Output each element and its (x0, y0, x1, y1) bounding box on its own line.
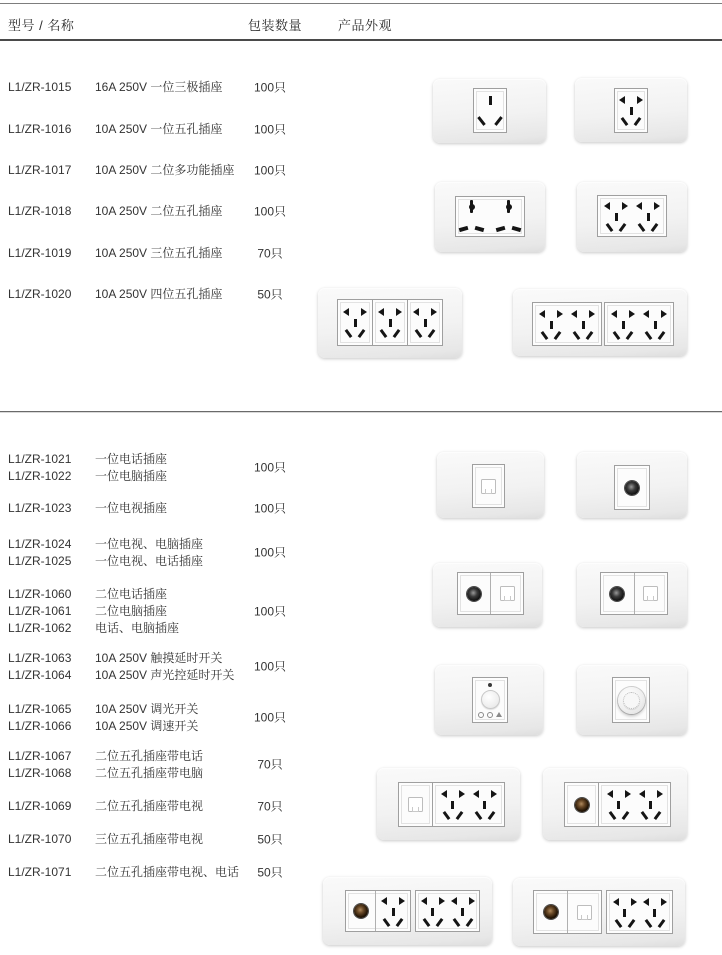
table-row (0, 203, 330, 220)
product-photo-1060-1062 (577, 563, 687, 627)
model-code: L1/ZR-1067 (8, 749, 72, 763)
pack-quantity: 100只 (253, 710, 287, 725)
section-divider (0, 411, 722, 412)
product-photo-1021-1022 (437, 452, 544, 518)
model-code: L1/ZR-1069 (8, 799, 72, 813)
tv-connector-icon (564, 782, 599, 827)
model-name: 一位电话插座 (95, 452, 168, 466)
model-name: 二位电话插座 (95, 587, 168, 601)
model-code: L1/ZR-1062 (8, 621, 72, 635)
model-code: L1/ZR-1065 (8, 702, 72, 716)
double-five-hole-socket-icon (604, 302, 674, 346)
tv-connector-icon (614, 465, 650, 510)
model-code: L1/ZR-1071 (8, 865, 72, 879)
column-header-quantity: 包装数量 (248, 18, 303, 33)
model-code: L1/ZR-1017 (8, 163, 72, 177)
model-code: L1/ZR-1018 (8, 204, 72, 218)
phone-jack-icon (398, 782, 433, 827)
tv-and-jack-module (533, 890, 602, 934)
product-photo-1017 (435, 182, 545, 252)
tv-and-jack-module (600, 572, 668, 615)
model-name: 一位电视插座 (95, 501, 168, 515)
pack-quantity: 100只 (253, 659, 287, 674)
five-hole-socket-icon (375, 891, 410, 931)
top-rule (0, 3, 722, 4)
product-photo-1018 (577, 182, 687, 252)
model-name: 10A 250V 触摸延时开关 (95, 651, 223, 665)
three-pole-socket-icon (473, 88, 507, 133)
pack-quantity: 70只 (257, 246, 283, 260)
table-row (0, 245, 330, 262)
product-photo-1071 (513, 878, 685, 946)
model-name: 一位电视、电话插座 (95, 554, 204, 568)
pack-quantity: 100只 (253, 604, 287, 618)
model-name: 10A 250V 调光开关 (95, 702, 199, 716)
tv-and-socket-module (345, 890, 411, 932)
pack-quantity: 50只 (257, 832, 283, 846)
product-photo-1069 (543, 768, 687, 840)
table-row (0, 650, 330, 684)
header-rule (0, 39, 722, 41)
table-row (0, 121, 330, 138)
model-name: 10A 250V 二位多功能插座 (95, 163, 235, 177)
model-name: 16A 250V 一位三极插座 (95, 80, 223, 94)
model-name: 10A 250V 四位五孔插座 (95, 287, 223, 301)
model-code: L1/ZR-1061 (8, 604, 72, 618)
product-photo-1063-1064 (435, 665, 543, 735)
model-code: L1/ZR-1068 (8, 766, 72, 780)
model-name: 电话、电脑插座 (95, 621, 180, 635)
model-code: L1/ZR-1016 (8, 122, 72, 136)
table-row (0, 586, 330, 637)
double-five-hole-socket-icon (597, 195, 667, 237)
table-row (0, 798, 330, 815)
table-row (0, 748, 330, 782)
five-hole-socket-icon (337, 299, 373, 346)
product-photo-1023 (577, 452, 687, 518)
multi-function-socket-icon (455, 196, 525, 237)
table-row (0, 286, 330, 303)
tv-connector-icon (346, 891, 375, 931)
table-row (0, 864, 330, 881)
model-name: 10A 250V 三位五孔插座 (95, 246, 223, 260)
model-name: 一位电脑插座 (95, 469, 168, 483)
model-code: L1/ZR-1019 (8, 246, 72, 260)
five-hole-socket-icon (372, 299, 408, 346)
pack-quantity: 50只 (257, 287, 283, 301)
product-photo-1020 (513, 289, 687, 356)
product-photo-1024-1025 (433, 563, 542, 627)
double-five-hole-socket-icon (532, 302, 602, 346)
model-code: L1/ZR-1020 (8, 287, 72, 301)
column-header-appearance: 产品外观 (338, 18, 393, 33)
model-name: 10A 250V 一位五孔插座 (95, 122, 223, 136)
model-name: 二位电脑插座 (95, 604, 168, 618)
pack-quantity: 100只 (253, 204, 287, 218)
product-photo-1070 (323, 877, 492, 945)
product-photo-1019 (318, 288, 462, 358)
pack-quantity: 100只 (253, 545, 287, 560)
phone-jack-icon (490, 573, 523, 614)
model-code: L1/ZR-1024 (8, 537, 72, 551)
double-five-hole-socket-icon (432, 782, 505, 827)
double-five-hole-socket-icon (415, 890, 480, 932)
pack-quantity: 50只 (257, 865, 283, 879)
model-code: L1/ZR-1022 (8, 469, 72, 483)
pack-quantity: 100只 (253, 501, 287, 515)
product-photo-1016 (575, 78, 687, 142)
model-code: L1/ZR-1023 (8, 501, 72, 515)
rotary-dimmer-knob-icon (612, 677, 650, 723)
model-code: L1/ZR-1060 (8, 587, 72, 601)
table-row (0, 79, 330, 96)
product-photo-1067-1068 (377, 768, 520, 840)
table-row (0, 500, 330, 517)
tv-connector-icon (458, 573, 490, 614)
table-row (0, 451, 330, 485)
model-name: 一位电视、电脑插座 (95, 537, 204, 551)
model-code: L1/ZR-1021 (8, 452, 72, 466)
model-name: 二位五孔插座带电脑 (95, 766, 204, 780)
tv-connector-icon (534, 891, 567, 933)
phone-jack-icon (634, 573, 668, 614)
model-name: 10A 250V 调速开关 (95, 719, 199, 733)
table-row (0, 831, 330, 848)
model-name: 10A 250V 二位五孔插座 (95, 204, 223, 218)
column-header-model-name: 型号 / 名称 (8, 18, 75, 33)
pack-quantity: 100只 (253, 460, 287, 475)
pack-quantity: 70只 (257, 757, 283, 772)
pack-quantity: 100只 (253, 163, 287, 177)
double-five-hole-socket-icon (598, 782, 671, 827)
tv-and-jack-module (457, 572, 524, 615)
pack-quantity: 100只 (253, 122, 287, 136)
model-code: L1/ZR-1070 (8, 832, 72, 846)
model-code: L1/ZR-1066 (8, 719, 72, 733)
model-code: L1/ZR-1015 (8, 80, 72, 94)
model-code: L1/ZR-1063 (8, 651, 72, 665)
model-code: L1/ZR-1025 (8, 554, 72, 568)
table-row (0, 162, 330, 179)
pack-quantity: 70只 (257, 799, 283, 813)
product-photo-1015 (433, 79, 546, 143)
model-name: 三位五孔插座带电视 (95, 832, 204, 846)
model-name: 二位五孔插座带电话 (95, 749, 204, 763)
table-row (0, 701, 330, 735)
product-photo-1065-1066 (577, 665, 687, 735)
tv-connector-icon (601, 573, 634, 614)
model-name: 二位五孔插座带电视 (95, 799, 204, 813)
pack-quantity: 100只 (253, 80, 287, 94)
model-name: 10A 250V 声光控延时开关 (95, 668, 235, 682)
table-row (0, 536, 330, 570)
phone-jack-icon (567, 891, 601, 933)
phone-jack-icon (472, 464, 505, 508)
five-hole-socket-icon (407, 299, 443, 346)
model-name: 二位五孔插座带电视、电话 (95, 865, 240, 879)
five-hole-socket-icon (614, 88, 648, 133)
touch-delay-switch-icon (472, 677, 508, 723)
double-five-hole-socket-icon (606, 890, 673, 934)
model-code: L1/ZR-1064 (8, 668, 72, 682)
